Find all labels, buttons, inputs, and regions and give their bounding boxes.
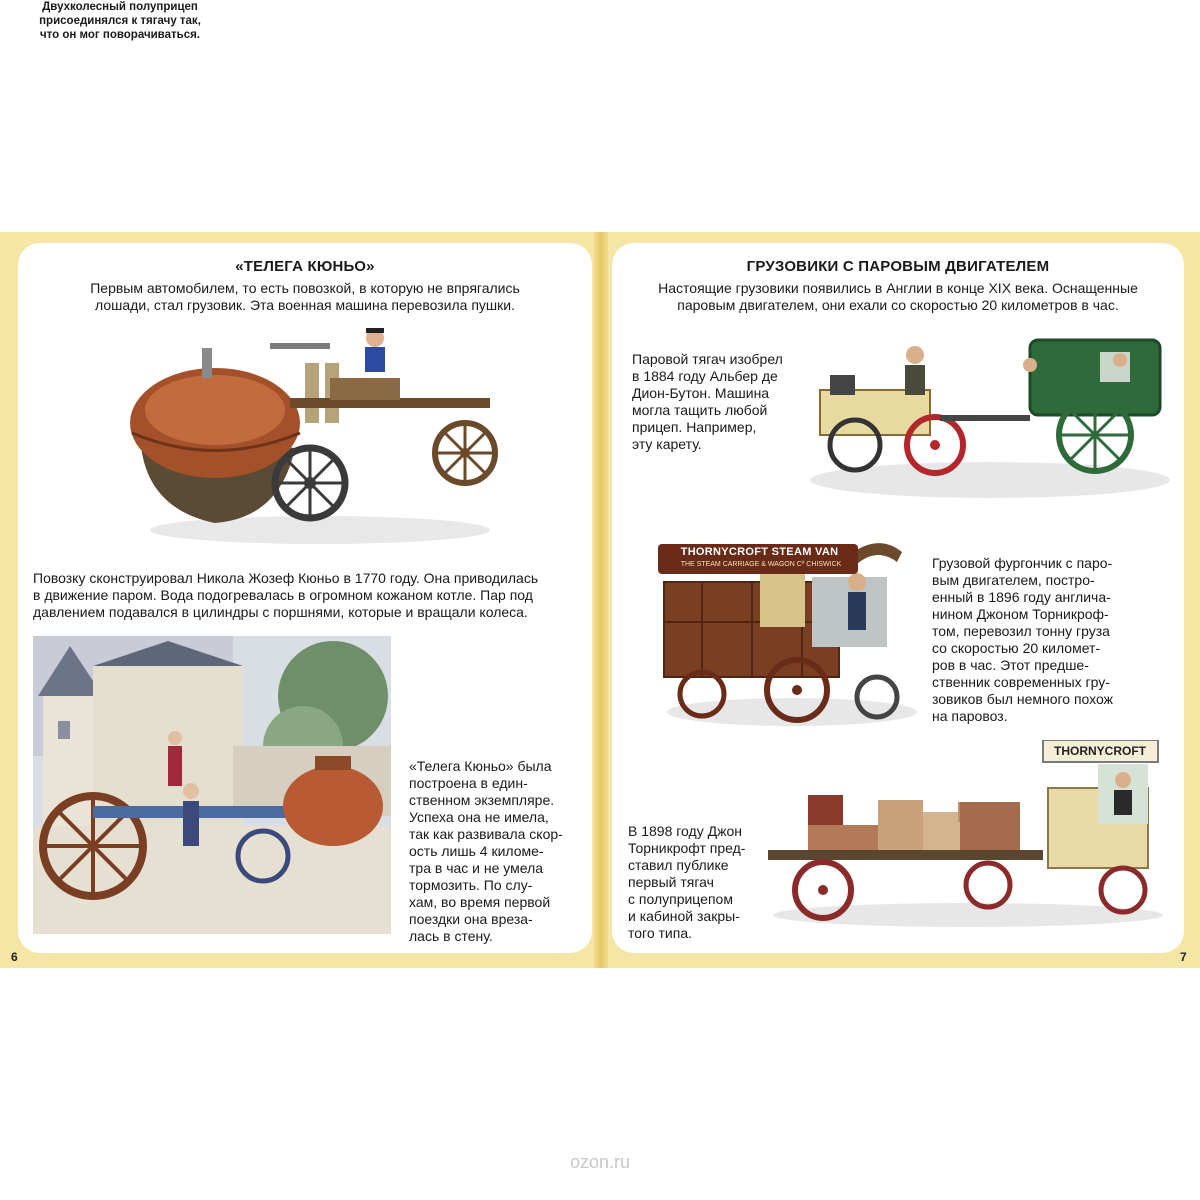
semi-sign: THORNYCROFT — [1054, 744, 1146, 758]
left-page-body: Повозку сконструировал Никола Жозеф Кюньо в 1770 году. Она приводилась в движение паром. Вода подогревалась в огромном кожаном котле. Пар под давлением подавался в цилиндры с поршнями, которые и вращали колеса. — [33, 570, 539, 620]
left-page-intro: Первым автомобилем, то есть повозкой, в которую не впрягались лошади, стал грузовик. Эта военная машина перевозила пушки. — [90, 280, 520, 313]
right-page-intro: Настоящие грузовики появились в Англии в конце XIX века. Оснащенные паровым двигателем, они ехали со скоростью 20 километров в час. — [658, 280, 1138, 313]
cugnot-wagon-illustration — [120, 318, 500, 548]
watermark: ozon.ru — [569, 1152, 631, 1172]
page-number-left: 6 — [11, 950, 18, 964]
book-gutter — [594, 232, 608, 968]
thornycroft-semi-trailer-illustration — [768, 740, 1168, 930]
cugnot-crash-engraving — [33, 636, 391, 934]
de-dion-tractor-illustration — [800, 320, 1170, 500]
van-sign-main: THORNYCROFT STEAM VAN — [680, 546, 839, 558]
left-page-title: «ТЕЛЕГА КЮНЬО» — [235, 258, 375, 275]
tractor-text: Паровой тягач изобрел в 1884 году Альбер де Дион-Бутон. Машина могла тащить любой прицеп. Например, эту карету. — [632, 351, 783, 452]
left-page-side-note: «Телега Кюньо» была построена в един- ственном экземпляре. Успеха она не имела, так как развивала скор- ость лишь 4 киломе- тра в час и не умела тормозить. По слу- хам, во время первой поездки она вреза- лась в стену. — [409, 758, 563, 944]
semi-text: В 1898 году Джон Торникрофт пред- ставил публике первый тягач с полуприцепом и кабиной закры- того типа. — [628, 823, 746, 941]
van-sign-sub: THE STEAM CARRIAGE & WAGON Cº CHISWICK — [680, 561, 842, 568]
right-page-title: ГРУЗОВИКИ С ПАРОВЫМ ДВИГАТЕЛЕМ — [746, 258, 1050, 275]
van-text: Грузовой фургончик с паро- вым двигателем, постро- енный в 1896 году англича- нином Джоном Торникроф- том, перевозил тонну груза со скоростью 20 километ- ров в час. Этот предше- ственник современных гру- зовиков был немного похож на паровоз. — [932, 555, 1114, 724]
page-number-right: 7 — [1180, 950, 1187, 964]
trailer-caption: Двухколесный полуприцеп присоединялся к тягачу так, что он мог поворачиваться. — [39, 1, 201, 41]
